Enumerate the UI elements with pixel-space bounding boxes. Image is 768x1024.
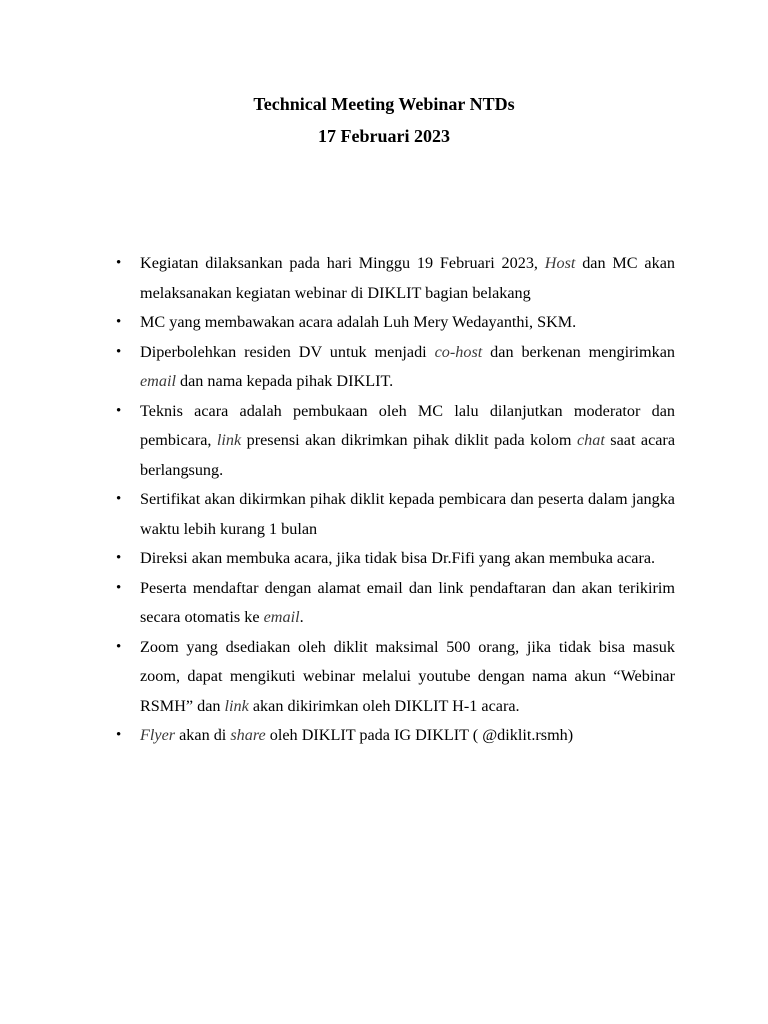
item-text: saat acara berlangsung. — [140, 431, 676, 479]
document-date: 17 Februari 2023 — [318, 126, 450, 146]
item-text: dan nama kepada pihak DIKLIT. — [175, 372, 394, 390]
item-text: akan di — [175, 726, 231, 744]
bullet-point: • — [116, 314, 122, 330]
bullet-item — [113, 397, 675, 486]
item-text: Zoom yang dsediakan oleh diklit maksimal 500 orang, jika tidak bisa masuk zoom, dapat mengikuti webinar melalui youtube dengan nama akun “Webinar RSMH” dan — [140, 637, 675, 715]
bullet-point: • — [116, 402, 122, 419]
bullet-item — [113, 485, 675, 544]
item-text: oleh DIKLIT pada IG DIKLIT ( @diklit.rsmh) — [265, 726, 574, 744]
bullet-item — [113, 308, 675, 338]
bullet-item — [113, 721, 675, 751]
bullet-point: • — [116, 638, 122, 655]
bullet-item — [113, 249, 675, 308]
item-text: . — [299, 608, 304, 626]
item-text: Diperbolehkan residen DV untuk menjadi — [140, 342, 435, 361]
italic-term: email — [140, 372, 176, 390]
item-text: MC yang membawakan acara adalah Luh Mery Wedayanthi, SKM. — [140, 313, 577, 331]
bullet-list — [113, 249, 675, 751]
item-text: presensi akan dikrimkan pihak diklit pada kolom — [241, 431, 577, 449]
italic-term: email — [263, 608, 300, 626]
bullet-item — [113, 338, 675, 397]
bullet-point: • — [116, 579, 122, 596]
item-text: Kegiatan dilaksankan pada hari Minggu 19 Februari 2023, — [140, 254, 545, 272]
bullet-item — [113, 574, 675, 633]
document-title: Technical Meeting Webinar NTDs — [253, 94, 515, 114]
italic-term: co-host — [434, 342, 483, 361]
item-text: dan MC akan melaksanakan kegiatan webinar di DIKLIT bagian belakang — [140, 254, 675, 302]
italic-term: chat — [576, 431, 605, 449]
item-text: akan dikirimkan oleh DIKLIT H-1 acara. — [248, 696, 520, 715]
bullet-point: • — [116, 491, 122, 507]
bullet-point: • — [116, 343, 122, 360]
italic-term: Flyer — [140, 726, 176, 744]
item-text: Peserta mendaftar dengan alamat email dan link pendaftaran dan akan terikirim secara otomatis ke — [140, 578, 675, 626]
italic-term: share — [230, 726, 266, 744]
bullet-item — [113, 544, 675, 574]
bullet-point: • — [116, 255, 122, 271]
bullet-item — [113, 633, 675, 722]
item-text: Teknis acara adalah pembukaan oleh MC lalu dilanjutkan moderator dan pembicara, — [140, 401, 675, 449]
item-text: dan berkenan mengirimkan — [482, 342, 675, 361]
italic-term: link — [224, 696, 249, 715]
italic-term: Host — [544, 254, 576, 272]
item-text: Direksi akan membuka acara, jika tidak bisa Dr.Fifi yang akan membuka acara. — [140, 549, 656, 567]
bullet-point: • — [116, 550, 122, 566]
title-block — [0, 88, 768, 152]
italic-term: link — [216, 431, 242, 449]
bullet-point: • — [116, 727, 122, 743]
item-text: Sertifikat akan dikirmkan pihak diklit kepada pembicara dan peserta dalam jangka waktu lebih kurang 1 bulan — [140, 490, 675, 538]
